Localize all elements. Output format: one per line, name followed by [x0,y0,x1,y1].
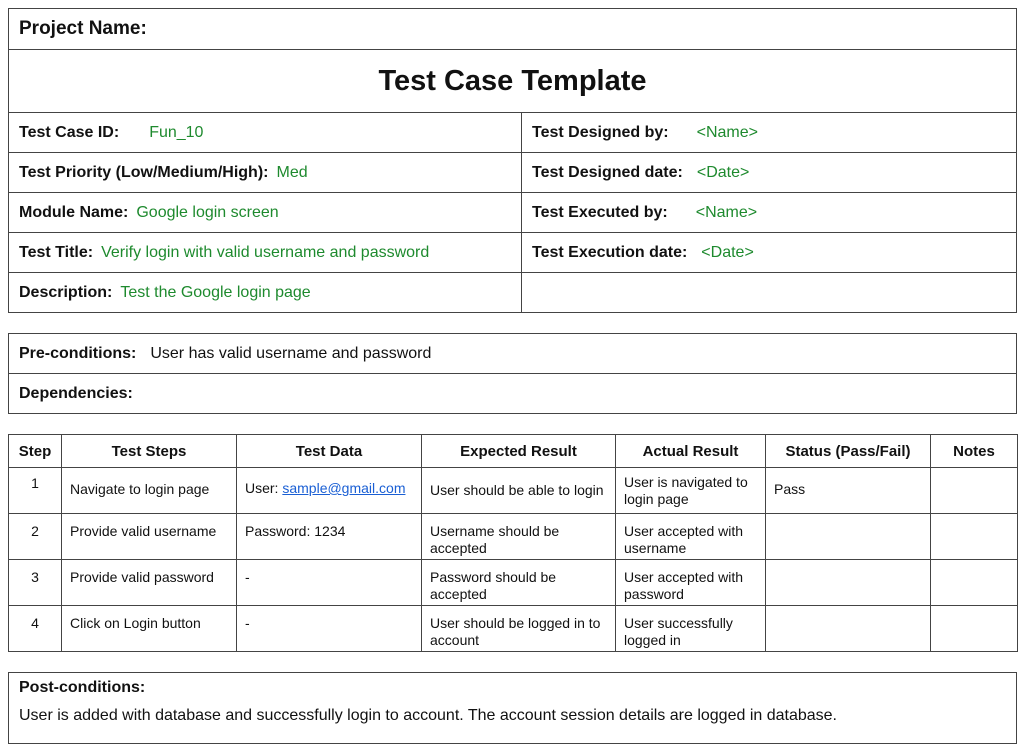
spacer [8,313,1017,333]
step-action: Provide valid username [62,514,237,560]
table-header-row [9,435,1018,468]
spacer [8,414,1017,434]
step-actual: User accepted with password [616,560,766,606]
postconditions-label: Post-conditions: [19,679,146,696]
step-number: 3 [9,560,62,606]
info-row-2 [9,153,1016,193]
designed-by-value: <Name> [696,123,758,141]
step-notes [931,606,1018,652]
column-header: Status (Pass/Fail) [766,435,931,468]
preconditions-cell [9,334,1016,373]
step-action: Navigate to login page [62,468,237,514]
postconditions-box [8,672,1017,744]
project-row [9,9,1016,50]
column-header: Actual Result [616,435,766,468]
executed-by-value: <Name> [695,203,758,221]
step-data-prefix: User: [245,480,283,496]
step-status [766,560,931,606]
test-case-id-cell [9,113,522,152]
test-title-label: Test Title: [19,243,94,261]
description-value: Test the Google login page [120,283,311,301]
table-row [9,606,1018,652]
step-actual: User is navigated to login page [616,468,766,514]
step-notes [931,514,1018,560]
test-priority-label: Test Priority (Low/Medium/High): [19,163,269,181]
step-data [237,468,422,514]
test-title-cell [9,233,522,272]
table-row [9,514,1018,560]
preconditions-value: User has valid username and password [150,344,432,362]
step-number: 1 [9,468,62,514]
dependencies-cell [9,374,1016,413]
test-title-value: Verify login with valid username and password [101,243,430,261]
email-link[interactable]: sample@gmail.com [282,480,406,496]
step-expected: Username should be accepted [422,514,616,560]
execution-date-value: <Date> [701,243,754,261]
step-data: - [237,606,422,652]
step-status [766,514,931,560]
column-header: Test Data [237,435,422,468]
step-notes [931,468,1018,514]
preconditions-row [9,334,1016,374]
table-row [9,560,1018,606]
postconditions-value: User is added with database and successfully login to account. The account session details are logged in database. [19,707,837,724]
step-expected: Password should be accepted [422,560,616,606]
designed-by-cell [522,113,1016,152]
module-name-label: Module Name: [19,203,129,221]
header-box [8,8,1017,313]
test-case-id-value: Fun_10 [149,123,204,141]
step-status [766,606,931,652]
column-header: Notes [931,435,1018,468]
test-priority-value: Med [276,163,308,181]
module-name-value: Google login screen [136,203,279,221]
step-expected: User should be logged in to account [422,606,616,652]
test-case-id-label: Test Case ID: [19,123,120,141]
column-header: Test Steps [62,435,237,468]
project-name-cell [9,9,165,49]
description-label: Description: [19,283,113,301]
step-action: Click on Login button [62,606,237,652]
designed-by-label: Test Designed by: [532,123,669,141]
executed-by-label: Test Executed by: [532,203,668,221]
executed-by-cell [522,193,1016,232]
execution-date-label: Test Execution date: [532,243,688,261]
info-row-4 [9,233,1016,273]
step-data: Password: 1234 [237,514,422,560]
document-title: Test Case Template [378,64,647,97]
column-header: Step [9,435,62,468]
module-name-cell [9,193,522,232]
step-number: 4 [9,606,62,652]
title-row [9,50,1016,113]
step-notes [931,560,1018,606]
execution-date-cell [522,233,1016,272]
test-steps-table [8,434,1018,652]
empty-cell [522,273,1016,312]
preconditions-label: Pre-conditions: [19,344,137,362]
info-row-5 [9,273,1016,312]
step-number: 2 [9,514,62,560]
dependencies-label: Dependencies: [19,384,133,402]
designed-date-value: <Date> [696,163,750,181]
project-name-label: Project Name: [19,18,147,39]
step-actual: User successfully logged in [616,606,766,652]
info-row-1 [9,113,1016,153]
step-action: Provide valid password [62,560,237,606]
step-data: - [237,560,422,606]
designed-date-label: Test Designed date: [532,163,683,181]
column-header: Expected Result [422,435,616,468]
info-row-3 [9,193,1016,233]
step-actual: User accepted with username [616,514,766,560]
test-priority-cell [9,153,522,192]
designed-date-cell [522,153,1016,192]
step-expected: User should be able to login [422,468,616,514]
description-cell [9,273,522,312]
spacer [8,652,1017,672]
step-status: Pass [766,468,931,514]
table-row [9,468,1018,514]
conditions-box [8,333,1017,414]
test-case-sheet [8,8,1017,744]
dependencies-row [9,374,1016,413]
